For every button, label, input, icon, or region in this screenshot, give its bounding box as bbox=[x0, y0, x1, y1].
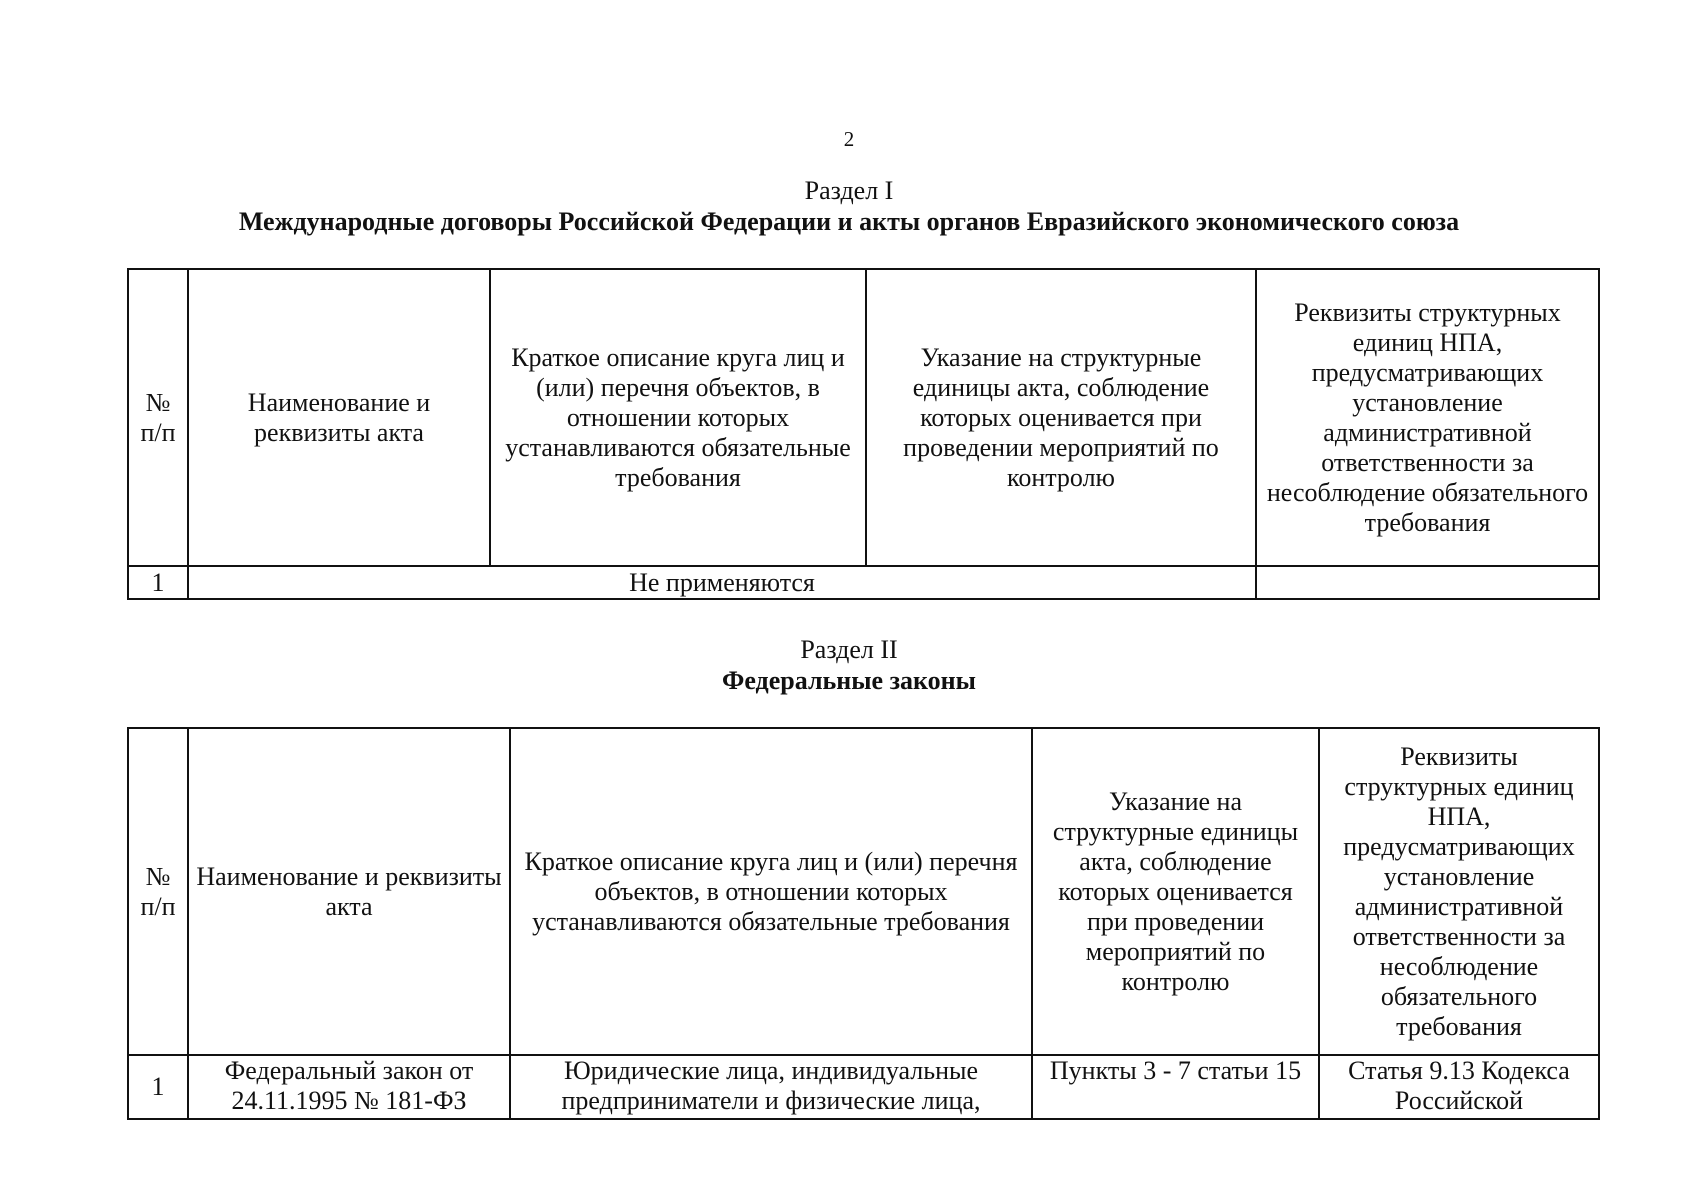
header-number: № п/п bbox=[128, 269, 188, 566]
row-number: 1 bbox=[128, 566, 188, 599]
section-2-label: Раздел II bbox=[800, 635, 898, 664]
header-structural-units: Указание на структурные единицы акта, соблюдение которых оценивается при проведении мероприятий по контролю bbox=[1032, 728, 1319, 1055]
page-number: 2 bbox=[843, 127, 855, 151]
header-description: Краткое описание круга лиц и (или) перечня объектов, в отношении которых устанавливаются обязательные требования bbox=[510, 728, 1032, 1055]
header-act-name: Наименование и реквизиты акта bbox=[188, 728, 510, 1055]
row-number: 1 bbox=[128, 1055, 188, 1119]
section-1-label: Раздел I bbox=[804, 176, 894, 205]
header-number: № п/п bbox=[128, 728, 188, 1055]
table-row bbox=[128, 566, 1599, 599]
section-2-table bbox=[127, 727, 1600, 1120]
row-structural-units: Пункты 3 - 7 статьи 15 bbox=[1032, 1055, 1319, 1119]
table-header-row bbox=[128, 269, 1599, 566]
section-2-title: Федеральные законы bbox=[722, 666, 976, 695]
header-liability: Реквизиты структурных единиц НПА, предусматривающих установление административной ответственности за несоблюдение обязательного требования bbox=[1319, 728, 1599, 1055]
row-act-name: Федеральный закон от 24.11.1995 № 181-ФЗ bbox=[188, 1055, 510, 1119]
section-1-title: Международные договоры Российской Федерации и акты органов Евразийского экономического союза bbox=[238, 207, 1460, 236]
section-1-table bbox=[127, 268, 1600, 600]
table-row bbox=[128, 1055, 1599, 1119]
header-act-name: Наименование и реквизиты акта bbox=[188, 269, 490, 566]
header-description: Краткое описание круга лиц и (или) перечня объектов, в отношении которых устанавливаются обязательные требования bbox=[490, 269, 866, 566]
row-liability: Статья 9.13 Кодекса Российской bbox=[1319, 1055, 1599, 1119]
header-liability: Реквизиты структурных единиц НПА, предусматривающих установление административной ответственности за несоблюдение обязательного требования bbox=[1256, 269, 1599, 566]
row-not-applicable: Не применяются bbox=[188, 566, 1256, 599]
table-header-row bbox=[128, 728, 1599, 1055]
header-structural-units: Указание на структурные единицы акта, соблюдение которых оценивается при проведении мероприятий по контролю bbox=[866, 269, 1256, 566]
row-liability bbox=[1256, 566, 1599, 599]
row-description: Юридические лица, индивидуальные предприниматели и физические лица, bbox=[510, 1055, 1032, 1119]
